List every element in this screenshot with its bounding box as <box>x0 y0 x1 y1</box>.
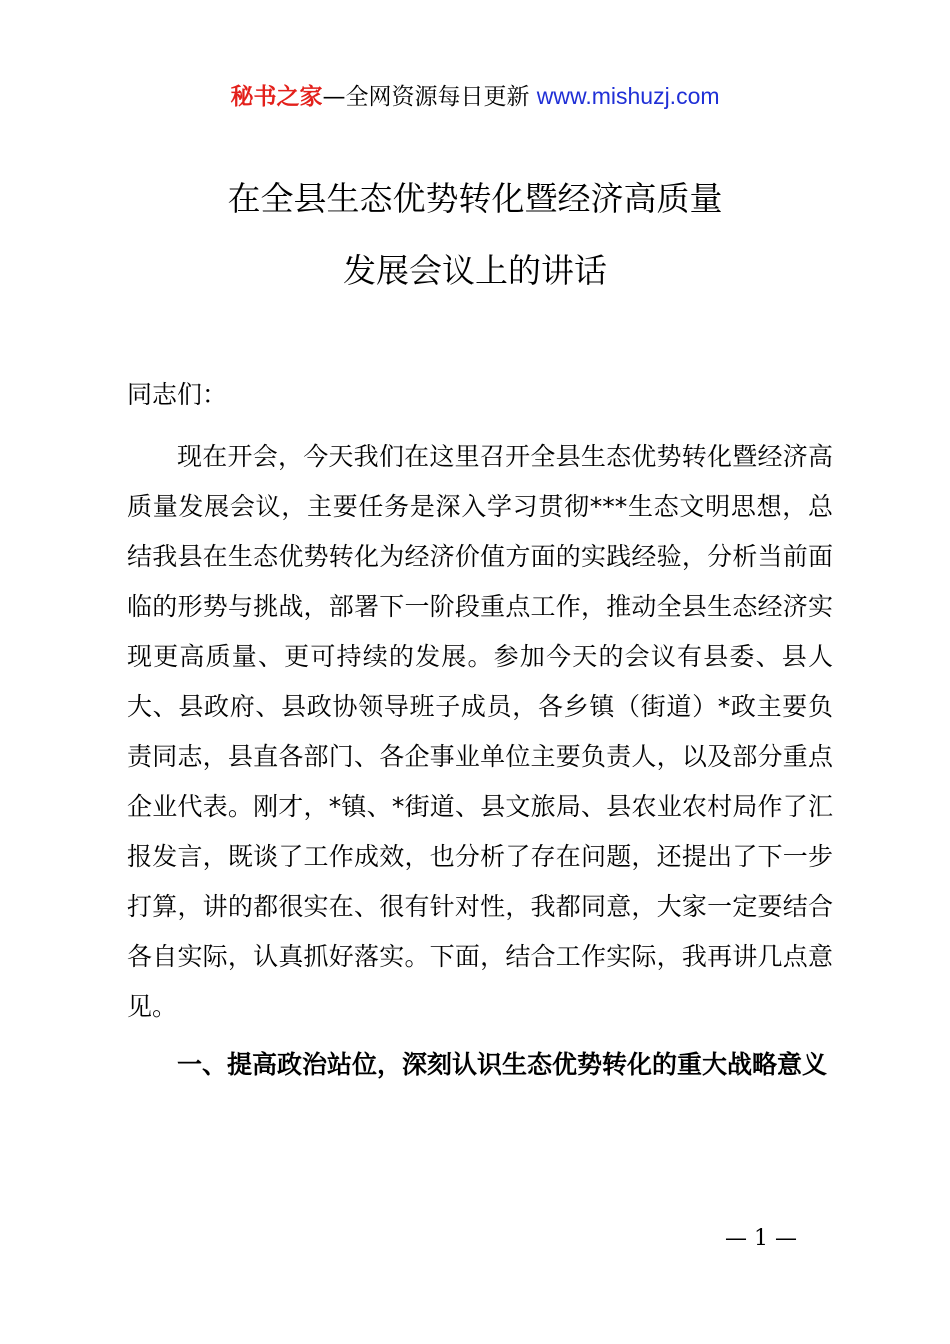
site-url-link[interactable]: www.mishuzj.com <box>536 83 720 109</box>
salutation: 同志们： <box>127 380 228 409</box>
opening-paragraph: 现在开会，今天我们在这里召开全县生态优势转化暨经济高质量发展会议，主要任务是深入学习贯彻***生态文明思想，总结我县在生态优势转化为经济价值方面的实践经验，分析当前面临的形势与挑战，部署下一阶段重点工作，推动全县生态经济实现更高质量、更可持续的发展。参加今天的会议有县委、县人大、县政府、县政协领导班子成员，各乡镇（街道）*政主要负责同志，县直各部门、各企事业单位主要负责人，以及部分重点企业代表。刚才，*镇、*街道、县文旅局、县农业农村局作了汇报发言，既谈了工作成效，也分析了存在问题，还提出了下一步打算，讲的都很实在、很有针对性，我都同意，大家一定要结合各自实际，认真抓好落实。下面，结合工作实际，我再讲几点意见。 <box>127 442 833 1021</box>
header-tagline: —全网资源每日更新 <box>322 84 530 110</box>
document-title <box>0 178 950 292</box>
page-number: — 1 — <box>725 1226 797 1251</box>
site-header <box>0 80 950 113</box>
section-heading-1: 一、提高政治站位，深刻认识生态优势转化的重大战略意义 <box>177 1050 828 1079</box>
title-line-2: 发展会议上的讲话 <box>343 251 607 290</box>
brand-name: 秘书之家 <box>230 84 323 110</box>
title-line-1: 在全县生态优势转化暨经济高质量 <box>227 179 723 218</box>
